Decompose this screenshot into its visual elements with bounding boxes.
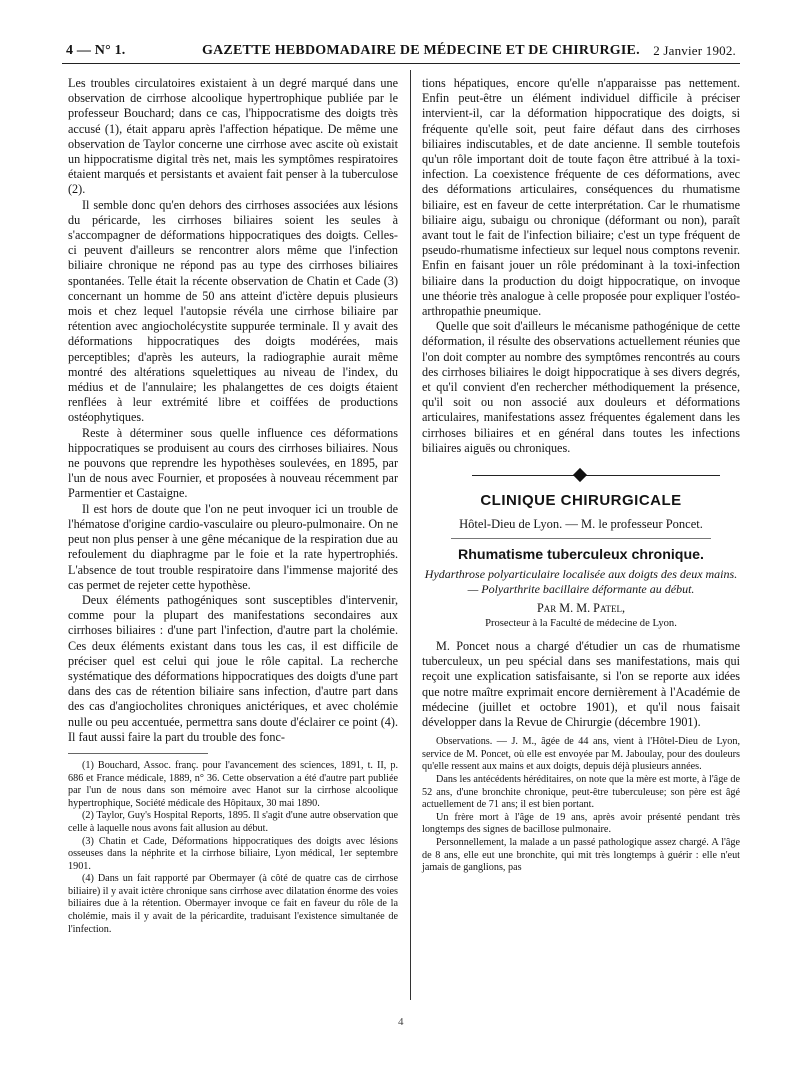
observation-paragraph: Observations. — J. M., âgée de 44 ans, vient à l'Hôtel-Dieu de Lyon, service de M. Poncet, où elle est envoyée par M. Jaboulay, pour des douleurs qu'elle ressent aux mains et aux doigts, depuis déjà plusieurs années. [422,736,740,773]
author-role: Prosecteur à la Faculté de médecine de Lyon. [485,618,677,630]
footnote-rule [68,753,208,754]
observation-paragraph: Personnellement, la malade a un passé pathologique assez chargé. A l'âge de 8 ans, elle eut une bronchite, qui mit très longtemps à guérir : elle n'eut jamais de ganglions, pas [422,837,740,874]
right-paragraph: tions hépatiques, encore qu'elle n'apparaisse pas nettement. Enfin peut-être un élément individuel difficile à préciser intervient-il, car la déformation hippocratique des doigts, si fréquente qu'elle soit, peut faire défaut dans des cirrhoses biliaires indiscutables, et de date ancienne. Il semble toutefois qu'un rôle important doit de toute façon être attribué à la toxi-infection. La coexistence fréquente de ces déformations, avec des déformations articulaires, conséquences du rhumatisme biliaire, est en faveur de cette interprétation. Car le rhumatisme biliaire aigu, subaigu ou chronique (déformant ou non), paraît avant tout le fait de l'infection biliaire; c'est un type fréquent de pseudo-rhumatisme infectieux sur lequel nous comptons revenir. Enfin en faisant jouer un rôle prédominant à la toxi-infection biliaire dans la production du doigt hippocratique, on invoque une théorie très analogue à celle proposée pour expliquer l'ostéo-arthropathie pneumique. [422,76,740,319]
footnote: (3) Chatin et Cade, Déformations hippocratiques des doigts avec lésions osseuses dans la néphrite et la cirrhose biliaire, Lyon médical, 1er septembre 1901. [68,835,398,872]
hospital-line: Hôtel-Dieu de Lyon. — M. le professeur Poncet. [459,517,703,532]
section-title: CLINIQUE CHIRURGICALE [480,492,682,510]
page-number-header: 4 — N° 1. [66,43,126,58]
column-divider [410,70,411,1000]
short-rule [451,538,711,539]
footnotes [68,760,398,936]
running-head [62,40,740,62]
left-paragraph: Il est hors de doute que l'on ne peut invoquer ici un trouble de l'hématose d'origine cardio-vasculaire ou pleuro-pulmonaire. On ne peut non plus penser à une gêne mécanique de la respiration due au refoulement du diaphragme par le foie et la rate hypertrophiés. L'absence de tout trouble respiratoire dans l'immense majorité des cas permet de rejeter cette hypothèse. [68,501,398,592]
article-subtitle: Hydarthrose polyarticulaire localisée aux doigts des deux mains. — Polyarthrite bacillaire déformante au début. [424,567,738,597]
separator-line [472,475,720,476]
footnote: (4) Dans un fait rapporté par Obermayer (à côté de quatre cas de cirrhose biliaire) il y avait ictère chronique sans cirrhose avec dilatation énorme des voies biliaires due à la rétention. Obermayer invoque ce fait en faveur du rôle de la cholémie, mais il y avait de la péricardite, traduisant l'existence simultanée de l'infection. [68,873,398,935]
footnote: (1) Bouchard, Assoc. franç. pour l'avancement des sciences, 1891, t. II, p. 686 et France médicale, 1889, n° 36. Cette observation a été d'autre part publiée par l'un de nous dans son mémoire avec Hanot sur la cirrhose alcoolique hypertrophique, Société médicale des Hôpitaux, 30 mai 1890. [68,759,398,809]
section-separator [422,464,740,486]
observation-paragraph: Un frère mort à l'âge de 19 ans, après avoir présenté pendant très longtemps des signes de bacillose pulmonaire. [422,811,740,836]
author: Par M. M. Patel, [536,601,625,616]
left-paragraph: Deux éléments pathogéniques sont susceptibles d'intervenir, comme pour la plupart des manifestations secondaires aux cirrhoses biliaires : d'une part l'infection, d'autre part la cholémie. Ces deux éléments existant dans tous les cas, il est difficile de préciser quel est celui qui joue le rôle capital. La recherche systématique des déformations hippocratiques des doigts d'une part dans des cas de rétention biliaire sans infection, d'autre part dans des cas d'angiocholites chroniques anictériques, et avec cholémie nulle ou peu accentuée, permettra sans doute d'éclairer ce point (4). Il faut aussi faire la part du trouble des fonc- [68,592,398,744]
header-rule [62,63,740,64]
article-paragraph: M. Poncet nous a chargé d'étudier un cas de rhumatisme tuberculeux, un peu spécial dans ses manifestations, mais qui reçoit une explication satisfaisante, si l'on se reporte aux idées que notre maître exprimait encore dernièrement à l'Académie de médecine (juillet et octobre 1901), et qu'il nous faisait développer dans la Revue de Chirurgie (décembre 1901). [422,639,740,730]
article-title: Rhumatisme tuberculeux chronique. [458,547,704,564]
diamond-ornament-icon [573,468,587,482]
observation-paragraph: Dans les antécédents héréditaires, on note que la mère est morte, à l'âge de 52 ans, d'une bronchite chronique, peut-être tuberculeuse; son père est âgé actuellement de 71 ans; il est bien portant. [422,774,740,811]
left-paragraph: Les troubles circulatoires existaient à un degré marqué dans une observation de cirrhose alcoolique hypertrophique publiée par le professeur Bouchard; dans ce cas, l'hippocratisme des doigts très accusé (1), était apparu après l'affection hépatique. De même une observation de Taylor concerne une cirrhose avec ascite où existait un hippocratisme digital très net, mais les symptômes respiratoires étaient marqués et persistants et avaient fait penser à la tuberculose (2). [68,76,398,197]
left-paragraph: Il semble donc qu'en dehors des cirrhoses associées aux lésions du péricarde, les cirrhoses biliaires soient les seules à s'accompagner de déformations hippocratiques des doigts. Celles-ci peuvent d'ailleurs se rencontrer alors même que l'infection biliaire chronique ne répond pas au type des cirrhoses biliaires spontanées. Telle était la récente observation de Chatin et Cade (3) concernant un homme de 50 ans atteint d'ictère depuis plusieurs mois et chez lequel l'autopsie révéla une cirrhose biliaire par rétention avec angiocholécystite suppurée terminale. Il y avait des déformations hippocratiques des doigts modérées, mais perceptibles; d'après les auteurs, la radiographie aurait même montré des altérations squelettiques au niveau de l'index, du médius et de l'annulaire; les phalangettes de ces doigts étaient renflées à leur extrémité libre et coiffées de productions ostéophytiques. [68,197,398,425]
page-number-footer: 4 [398,1016,404,1028]
issue-date: 2 Janvier 1902. [653,43,736,58]
right-column [422,76,740,875]
right-paragraph: Quelle que soit d'ailleurs le mécanisme pathogénique de cette déformation, il résulte des observations actuellement réunies que l'on doit compter au nombre des symptômes rencontrés au cours des cirrhoses biliaires le doigt hippocratique à ses divers degrés, et qu'il convient d'en rechercher méthodiquement la présence, qu'il soit ou non associé aux douleurs et déformations articulaires, manifestations assez fréquentes également dans les cirrhoses biliaires et en général dans toutes les infections biliaires aiguës ou chroniques. [422,319,740,455]
footnote: (2) Taylor, Guy's Hospital Reports, 1895. Il s'agit d'une autre observation que celle à laquelle nous avons fait allusion au début. [68,810,398,834]
journal-title: GAZETTE HEBDOMADAIRE DE MÉDECINE ET DE CHIRURGIE. [202,43,640,58]
left-paragraph: Reste à déterminer sous quelle influence ces déformations hippocratiques se produisent au cours des cirrhoses biliaires. Nous ne pouvons que reprendre les hypothèses soulevées, en 1895, par l'un de nous avec Fournier, et proposées à nouveau récemment par Parmentier et Castaigne. [68,425,398,501]
left-column [68,76,398,936]
